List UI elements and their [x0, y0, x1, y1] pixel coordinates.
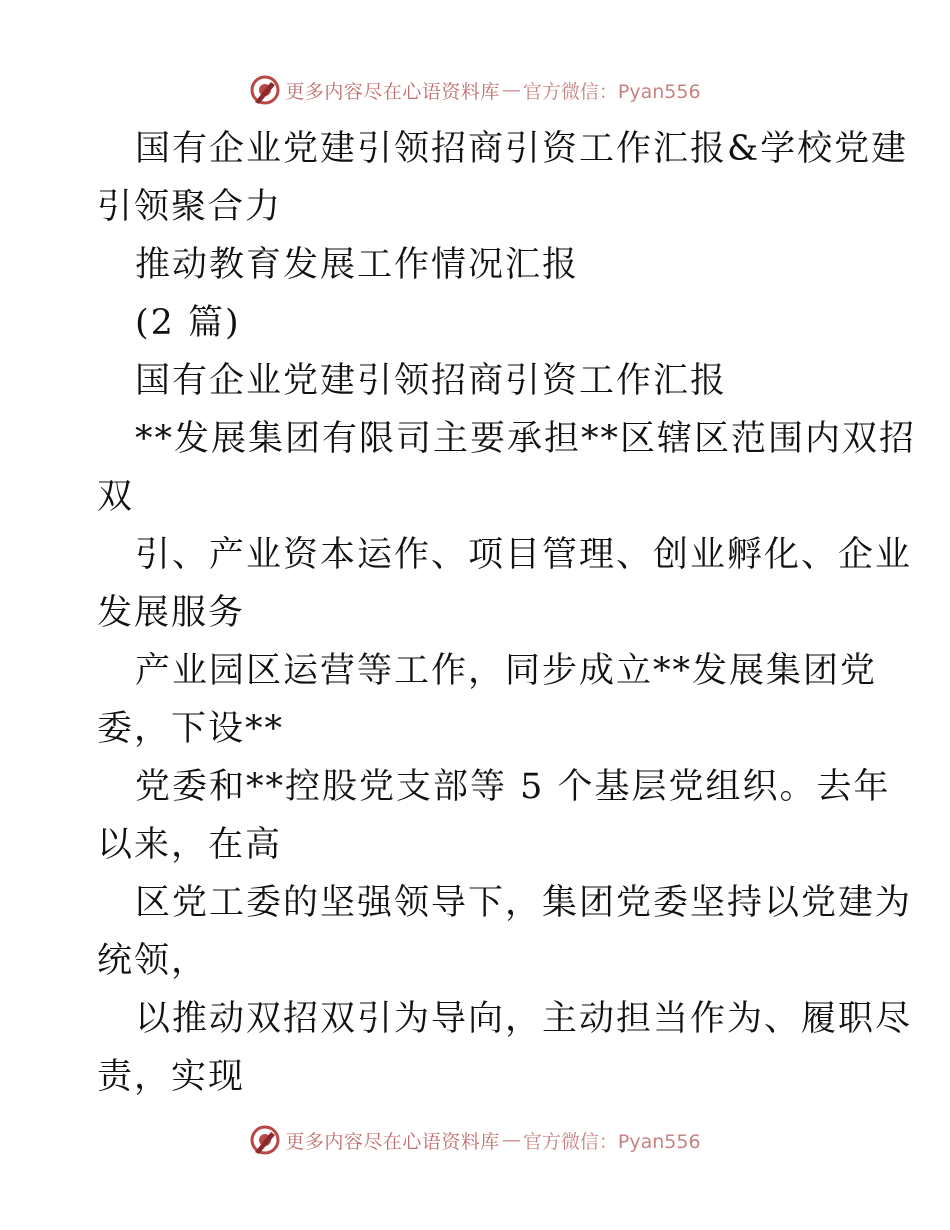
paragraph-line: **发展集团有限司主要承担**区辖区范围内双招 — [135, 419, 917, 459]
paragraph-line: 委，下设** — [97, 709, 285, 749]
section-heading: 国有企业党建引领招商引资工作汇报 — [135, 361, 728, 401]
paragraph-line: 产业园区运营等工作，同步成立**发展集团党 — [135, 651, 878, 691]
paragraph-line: 发展服务 — [97, 593, 246, 633]
paragraph-line: 区党工委的坚强领导下，集团党委坚持以党建为 — [135, 883, 913, 923]
header-brand-text: 更多内容尽在心语资料库 — [285, 80, 500, 103]
footer-official-text: 官方微信：Pyan556 — [522, 1130, 701, 1153]
footer-banner — [0, 1120, 950, 1160]
quill-seal-icon — [249, 1124, 281, 1156]
paragraph-line: 责，实现 — [97, 1057, 246, 1097]
doc-title-line-2: 引领聚合力 — [97, 187, 283, 227]
paragraph-line: 党委和**控股党支部等 5 个基层党组织。去年 — [135, 767, 891, 807]
paragraph-line: 以来，在高 — [97, 825, 283, 865]
doc-title-line-3: 推动教育发展工作情况汇报 — [135, 245, 580, 285]
doc-title-count: (2 篇) — [135, 303, 241, 343]
paragraph-line: 双 — [97, 477, 135, 517]
header-separator: — — [501, 79, 521, 101]
quill-seal-icon — [249, 74, 281, 106]
doc-title-line-1: 国有企业党建引领招商引资工作汇报&学校党建 — [135, 129, 909, 169]
paragraph-line: 以推动双招双引为导向，主动担当作为、履职尽 — [135, 999, 913, 1039]
header-official-text: 官方微信：Pyan556 — [522, 80, 701, 103]
header-banner — [0, 70, 950, 110]
footer-brand-text: 更多内容尽在心语资料库 — [285, 1130, 500, 1153]
paragraph-line: 引、产业资本运作、项目管理、创业孵化、企业 — [135, 535, 913, 575]
footer-separator: — — [501, 1129, 521, 1151]
paragraph-line: 统领， — [97, 941, 209, 981]
